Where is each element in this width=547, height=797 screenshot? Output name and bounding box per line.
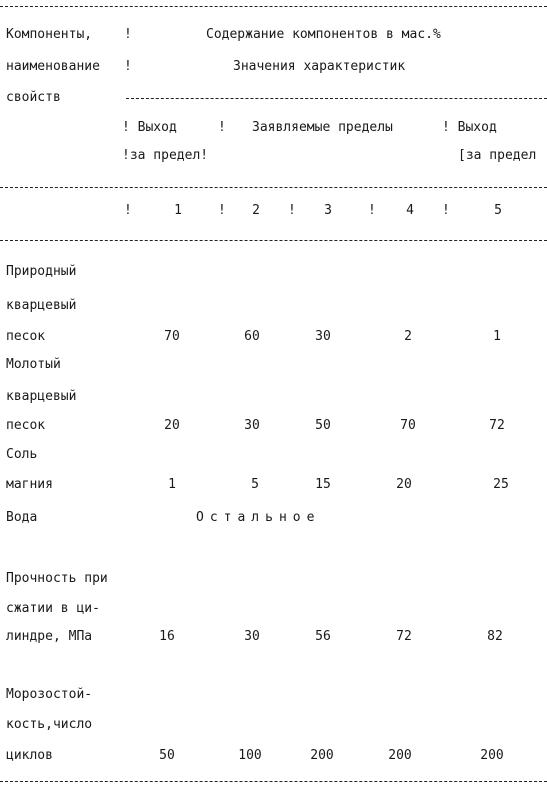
row-label: Вода (6, 510, 38, 525)
cell-value: 30 (244, 418, 260, 433)
separator-mark: ! (368, 203, 376, 218)
cell-value: 15 (315, 477, 331, 492)
row-label: кость,число (6, 717, 93, 732)
row-label: магния (6, 477, 53, 492)
column-label-line: свойств (6, 90, 61, 105)
header-subrule (126, 98, 547, 99)
cell-value: 2 (404, 329, 412, 344)
cell-value: 20 (164, 418, 180, 433)
column-number: 4 (406, 203, 414, 218)
column-number: 1 (174, 203, 182, 218)
spanning-value: Остальное (196, 510, 321, 525)
cell-value: 82 (487, 629, 503, 644)
cell-value: 200 (480, 748, 504, 763)
separator-mark: ! (442, 203, 450, 218)
cell-value: 72 (489, 418, 505, 433)
group-out-of-range-1: ! Выход (122, 120, 177, 135)
separator-mark: ! (218, 120, 226, 135)
row-label: Молотый (6, 357, 61, 372)
cell-value: 200 (310, 748, 334, 763)
cell-value: 30 (315, 329, 331, 344)
group-out-of-range-1-sub: !за предел! (122, 148, 209, 163)
cell-value: 1 (493, 329, 501, 344)
cell-value: 16 (159, 629, 175, 644)
cell-value: 100 (238, 748, 262, 763)
row-label: Прочность при (6, 571, 108, 586)
separator-mark: ! (124, 27, 132, 42)
column-label-line: Компоненты, (6, 27, 93, 42)
column-number: 3 (324, 203, 332, 218)
separator-mark: ! (288, 203, 296, 218)
cell-value: 30 (244, 629, 260, 644)
row-label: песок (6, 418, 46, 433)
cell-value: 60 (244, 329, 260, 344)
row-label: сжатии в ци- (6, 601, 100, 616)
cell-value: 5 (251, 477, 259, 492)
cell-value: 25 (493, 477, 509, 492)
cell-value: 70 (164, 329, 180, 344)
top-rule (0, 6, 547, 7)
column-number: 2 (252, 203, 260, 218)
separator-mark: ! (218, 203, 226, 218)
row-label: кварцевый (6, 389, 77, 404)
table-subtitle: Значения характеристик (233, 59, 406, 74)
cell-value: 50 (159, 748, 175, 763)
header-mid-rule (0, 187, 547, 188)
separator-mark: ! (124, 203, 132, 218)
column-number: 5 (494, 203, 502, 218)
separator-mark: ! (124, 59, 132, 74)
group-out-of-range-2: ! Выход (442, 120, 497, 135)
column-label-line: наименование (6, 59, 100, 74)
table-title: Содержание компонентов в мас.% (206, 27, 441, 42)
cell-value: 70 (400, 418, 416, 433)
cell-value: 1 (168, 477, 176, 492)
row-label: Соль (6, 447, 38, 462)
cell-value: 200 (388, 748, 412, 763)
row-label: линдре, МПа (6, 629, 93, 644)
group-claimed-range: Заявляемые пределы (252, 120, 393, 135)
row-label: циклов (6, 748, 53, 763)
row-label: песок (6, 329, 46, 344)
cell-value: 72 (396, 629, 412, 644)
row-label: Природный (6, 264, 77, 279)
bottom-rule (0, 781, 547, 782)
cell-value: 50 (315, 418, 331, 433)
cell-value: 20 (396, 477, 412, 492)
group-out-of-range-2-sub: [за предел (458, 148, 537, 163)
cell-value: 56 (315, 629, 331, 644)
row-label: Морозостой- (6, 687, 93, 702)
row-label: кварцевый (6, 298, 77, 313)
header-bottom-rule (0, 240, 547, 241)
